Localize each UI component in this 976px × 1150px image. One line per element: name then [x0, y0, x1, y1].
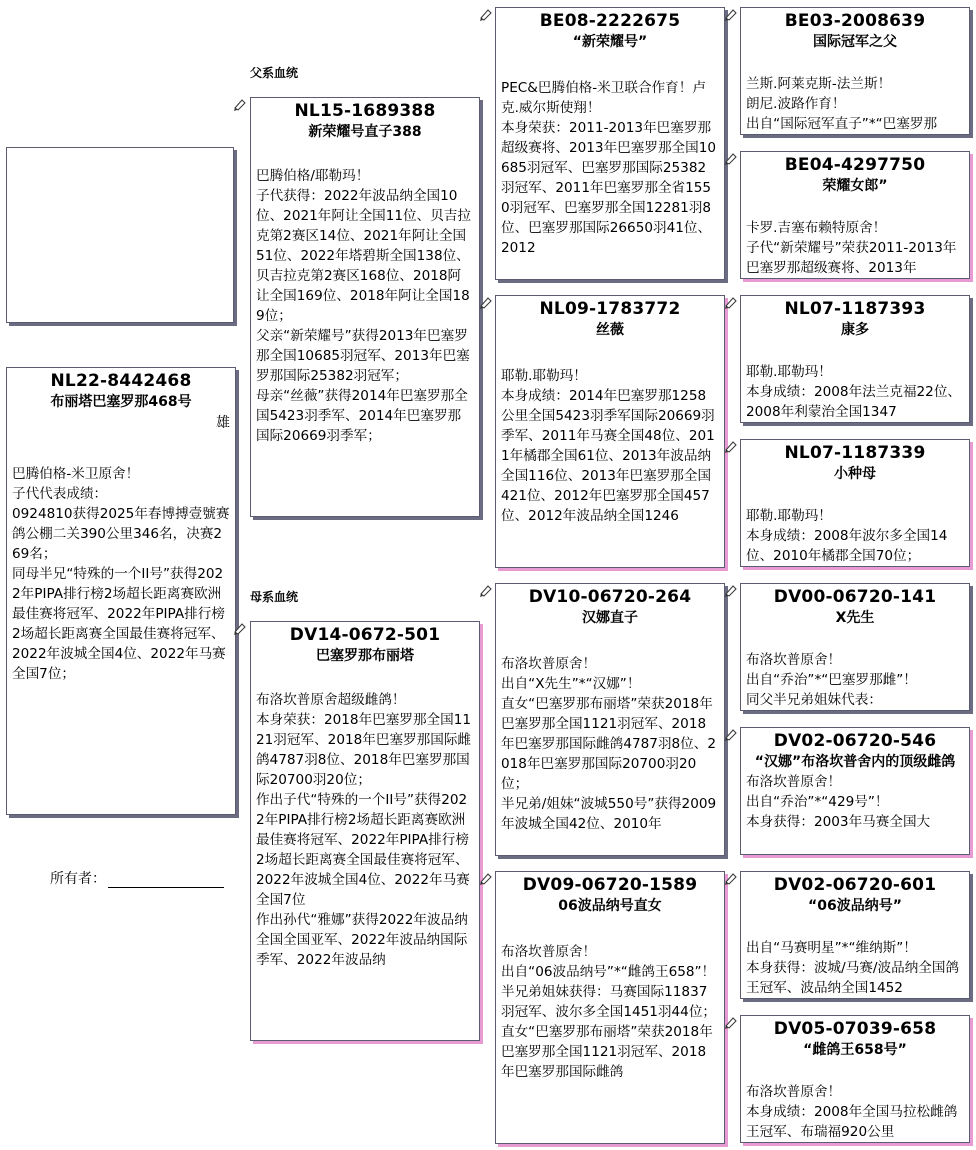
great-grandsire-1-card	[740, 7, 970, 135]
subject-gender: 雄	[216, 415, 230, 431]
great-granddam-1-card	[740, 151, 970, 279]
edit-pen-icon[interactable]	[724, 151, 738, 165]
great-grandsire-2-ring-number: NL07-1187393	[784, 299, 926, 319]
great-grandsire-4-card	[740, 871, 970, 999]
subject-ring-number: NL22-8442468	[50, 371, 192, 391]
edit-pen-icon[interactable]	[233, 97, 247, 111]
sire-line-label: 父系血统	[250, 66, 299, 80]
great-grandsire-3-ring-number: DV00-06720-141	[773, 587, 937, 607]
edit-pen-icon[interactable]	[724, 871, 738, 885]
grandsire-paternal-card	[495, 7, 725, 280]
great-granddam-1-name: 荣耀女郎”	[822, 178, 888, 194]
great-granddam-4-description: 布洛坎普原舍！ 本身成绩：2008年全国马拉松雌鸽王冠军、布瑞福920公里	[746, 1084, 958, 1140]
great-grandsire-2-name: 康多	[841, 322, 869, 338]
edit-pen-icon[interactable]	[724, 295, 738, 309]
owner-field	[50, 868, 224, 888]
great-granddam-3-ring-number: DV02-06720-546	[773, 731, 937, 751]
edit-pen-icon[interactable]	[724, 7, 738, 21]
great-granddam-4-name: “雌鸽王658号”	[803, 1042, 907, 1058]
edit-pen-icon[interactable]	[233, 621, 247, 635]
grandsire-maternal-ring-number: DV10-06720-264	[528, 587, 692, 607]
edit-pen-icon[interactable]	[724, 583, 738, 597]
great-granddam-2-description: 耶勒.耶勒玛！ 本身成绩：2008年波尔多全国14位、2010年橘郡全国70位；	[746, 508, 948, 564]
great-grandsire-2-description: 耶勒.耶勒玛！ 本身成绩：2008年法兰克福22位、2008年利蒙治全国1347	[746, 364, 962, 420]
great-grandsire-2-card	[740, 295, 970, 423]
edit-pen-icon[interactable]	[479, 871, 493, 885]
pigeon-photo-frame	[6, 147, 234, 323]
great-grandsire-4-name: “06波品纳号”	[808, 898, 902, 914]
edit-pen-icon[interactable]	[479, 7, 493, 21]
dam-ring-number: DV14-0672-501	[289, 625, 441, 645]
subject-description: 巴腾伯格-米卫原舍！ 子代代表成绩： 0924810获得2025年春博搏壹號赛鸽公棚二关390公里346名，决赛269名； 同母半兄“特殊的一个II号”获得2022年PIPA排行榜2场超长距离赛欧洲最佳赛将冠军、2022年PIPA排行榜2场超长距离赛全国最佳赛将冠军、2022年波城全国4位、2022年马赛全国7位；	[12, 466, 230, 682]
edit-pen-icon[interactable]	[479, 583, 493, 597]
edit-pen-icon[interactable]	[479, 295, 493, 309]
grandsire-paternal-description: PEC&巴腾伯格-米卫联合作育！卢克.威尔斯使翔！ 本身荣获：2011-2013年巴塞罗那超级赛将、2013年巴塞罗那全国10685羽冠军、巴塞罗那国际25382羽冠军、2011年巴塞罗那全省1550羽冠军、巴塞罗那全国12281羽8位、巴塞罗那国际26650羽41位、2012	[501, 80, 717, 256]
great-granddam-2-name: 小种母	[834, 466, 876, 482]
great-grandsire-3-description: 布洛坎普原舍！ 出自“乔治”*“巴塞罗那雌”！ 同父半兄弟姐妹代表：	[746, 652, 917, 708]
sire-card	[250, 97, 480, 517]
granddam-maternal-description: 布洛坎普原舍！ 出自“06波品纳号”*“雌鸽王658”！ 半兄弟姐妹获得：马赛国际11837羽冠军、波尔多全国1451羽44位； 直女“巴塞罗那布丽塔”荣获2018年巴塞罗那全国1121羽冠军、2018年巴塞罗那国际雌鸽	[501, 944, 717, 1080]
great-granddam-1-description: 卡罗.吉塞布赖特原舍！ 子代“新荣耀号”荣获2011-2013年巴塞罗那超级赛将、2013年	[746, 220, 957, 276]
great-grandsire-4-description: 出自“马赛明星”*“维纳斯”！ 本身获得：波城/马赛/波品纳全国鸽王冠军、波品纳全国1452	[746, 940, 960, 996]
edit-pen-icon[interactable]	[724, 439, 738, 453]
granddam-paternal-card	[495, 295, 725, 568]
sire-ring-number: NL15-1689388	[294, 101, 436, 121]
granddam-maternal-ring-number: DV09-06720-1589	[522, 875, 698, 895]
great-grandsire-1-description: 兰斯.阿莱克斯-法兰斯！ 朗尼.波路作育！ 出自“国际冠军直子”*“巴塞罗那	[746, 76, 938, 132]
granddam-paternal-ring-number: NL09-1783772	[539, 299, 681, 319]
great-granddam-3-description: 布洛坎普原舍！ 出自“乔治”*“429号”！ 本身获得：2003年马赛全国大	[746, 774, 931, 830]
great-granddam-2-ring-number: NL07-1187339	[784, 443, 926, 463]
grandsire-maternal-description: 布洛坎普原舍！ 出自“X先生”*“汉娜”！ 直女“巴塞罗那布丽塔”荣获2018年巴塞罗那全国1121羽冠军、2018年巴塞罗那国际雌鸽4787羽8位、2018年巴塞罗那国际20700羽20位； 半兄弟/姐妹“波城550号”获得2009年波城全国42位、2010年	[501, 656, 717, 832]
great-grandsire-1-name: 国际冠军之父	[813, 34, 897, 50]
subject-card	[6, 367, 236, 815]
great-granddam-3-name: “汉娜”布洛坎普舍内的顶级雌鸽	[754, 754, 956, 770]
sire-description: 巴腾伯格/耶勒玛！ 子代获得：2022年波品纳全国10位、2021年阿让全国11位、贝吉拉克第2赛区14位、2021年阿让全国51位、2022年塔碧斯全国138位、贝吉拉克第2赛区168位、2018阿让全国169位、2018年阿让全国189位； 父亲“新荣耀号”获得2013年巴塞罗那全国10685羽冠军、2013年巴塞罗那国际25382羽冠军； 母亲“丝薇”获得2014年巴塞罗那全国5423羽季军、2014年巴塞罗那国际20669羽季军；	[256, 168, 472, 444]
granddam-paternal-description: 耶勒.耶勒玛！ 本身成绩：2014年巴塞罗那1258公里全国5423羽季军国际20669羽季军、2011年马赛全国48位、2011年橘郡全国61位、2013年波品纳全国116位、2013年巴塞罗那全国421位、2012年巴塞罗那全国457位、2012年波品纳全国1246	[501, 368, 715, 524]
great-granddam-1-ring-number: BE04-4297750	[784, 155, 926, 175]
granddam-maternal-name: 06波品纳号直女	[558, 898, 662, 914]
dam-card	[250, 621, 480, 1041]
great-granddam-2-card	[740, 439, 970, 567]
great-grandsire-4-ring-number: DV02-06720-601	[773, 875, 937, 895]
subject-name: 布丽塔巴塞罗那468号	[50, 394, 192, 410]
granddam-maternal-card	[495, 871, 725, 1144]
owner-blank-line[interactable]	[108, 871, 224, 888]
great-granddam-4-ring-number: DV05-07039-658	[773, 1019, 937, 1039]
granddam-paternal-name: 丝薇	[596, 322, 624, 338]
grandsire-maternal-name: 汉娜直子	[582, 610, 638, 626]
great-granddam-3-card	[740, 727, 970, 855]
grandsire-maternal-card	[495, 583, 725, 856]
grandsire-paternal-name: “新荣耀号”	[572, 34, 648, 50]
great-grandsire-3-name: X先生	[835, 610, 875, 626]
edit-pen-icon[interactable]	[724, 1015, 738, 1029]
great-grandsire-1-ring-number: BE03-2008639	[784, 11, 926, 31]
owner-label: 所有者：	[50, 871, 106, 887]
dam-name: 巴塞罗那布丽塔	[316, 648, 414, 664]
edit-pen-icon[interactable]	[724, 727, 738, 741]
dam-description: 布洛坎普原舍超级雌鸽！ 本身荣获：2018年巴塞罗那全国1121羽冠军、2018年巴塞罗那国际雌鸽4787羽8位、2018年巴塞罗那国际20700羽20位； 作出子代“特殊的一个II号”获得2022年PIPA排行榜2场超长距离赛欧洲最佳赛将冠军、2022年PIPA排行榜2场超长距离赛全国最佳赛将冠军、2022年波城全国4位、2022年马赛全国7位 作出孙代“雅娜”获得2022年波品纳全国全国亚军、2022年波品纳国际季军、2022年波品纳	[256, 692, 472, 968]
great-grandsire-3-card	[740, 583, 970, 711]
great-granddam-4-card	[740, 1015, 970, 1143]
sire-name: 新荣耀号直子388	[308, 124, 422, 140]
dam-line-label: 母系血统	[250, 590, 299, 604]
grandsire-paternal-ring-number: BE08-2222675	[539, 11, 681, 31]
